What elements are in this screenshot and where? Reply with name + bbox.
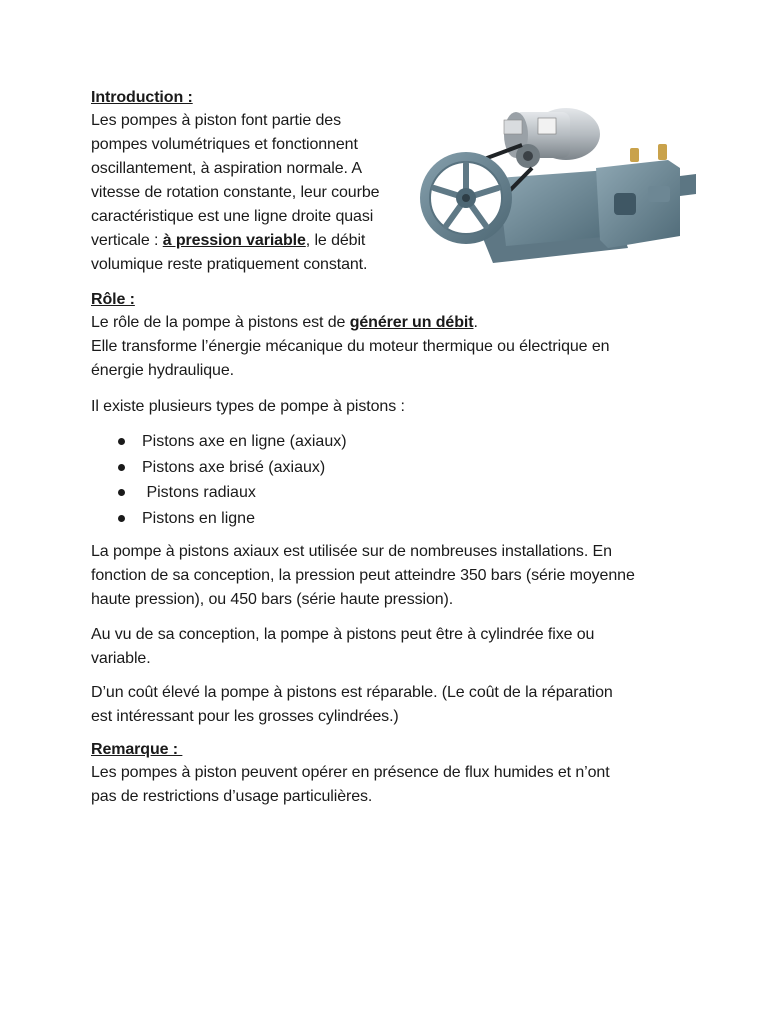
paragraph-line: fonction de sa conception, la pression peut atteindre 350 bars (série moyenne xyxy=(91,567,635,584)
generate-flow-emphasis: générer un débit xyxy=(349,314,474,331)
role-line: énergie hydraulique. xyxy=(91,362,234,379)
intro-line: caractéristique est une ligne droite quasi xyxy=(91,208,374,225)
piston-pump-image xyxy=(418,98,702,276)
conception-paragraph xyxy=(91,623,691,671)
intro-heading: Introduction : xyxy=(91,89,193,106)
intro-section xyxy=(91,87,421,277)
list-item: Pistons axe en ligne (axiaux) xyxy=(118,429,347,455)
paragraph-line: D’un coût élevé la pompe à pistons est réparable. (Le coût de la réparation xyxy=(91,684,613,701)
role-line: Elle transforme l’énergie mécanique du moteur thermique ou électrique en xyxy=(91,338,610,355)
list-item: Pistons axe brisé (axiaux) xyxy=(118,455,347,481)
list-item: Pistons en ligne xyxy=(118,506,347,532)
remark-line: pas de restrictions d’usage particulières. xyxy=(91,788,373,805)
role-section xyxy=(91,289,691,383)
pump-types-list xyxy=(118,429,347,531)
intro-line-text: , le débit xyxy=(305,232,366,249)
intro-line: pompes volumétriques et fonctionnent xyxy=(91,136,358,153)
intro-line-text: verticale : xyxy=(91,232,163,249)
remark-section xyxy=(91,739,691,809)
paragraph-line: est intéressant pour les grosses cylindrées.) xyxy=(91,708,399,725)
role-line xyxy=(91,311,691,335)
intro-line xyxy=(91,229,421,253)
intro-line: volumique reste pratiquement constant. xyxy=(91,256,368,273)
remark-heading: Remarque : xyxy=(91,741,183,758)
paragraph-line: variable. xyxy=(91,650,151,667)
paragraph-line: La pompe à pistons axiaux est utilisée sur de nombreuses installations. En xyxy=(91,543,612,560)
role-line-text: . xyxy=(473,314,478,331)
intro-line: Les pompes à piston font partie des xyxy=(91,112,341,129)
types-intro: Il existe plusieurs types de pompe à pistons : xyxy=(91,398,405,415)
role-line-text: Le rôle de la pompe à pistons est de xyxy=(91,314,350,331)
remark-line: Les pompes à piston peuvent opérer en présence de flux humides et n’ont xyxy=(91,764,610,781)
paragraph-line: haute pression), ou 450 bars (série haute pression). xyxy=(91,591,454,608)
cost-paragraph xyxy=(91,681,691,729)
pressure-variable-emphasis: à pression variable xyxy=(162,232,306,249)
axial-pump-paragraph xyxy=(91,540,691,612)
intro-line: oscillantement, à aspiration normale. A xyxy=(91,160,362,177)
paragraph-line: Au vu de sa conception, la pompe à pistons peut être à cylindrée fixe ou xyxy=(91,626,595,643)
intro-line: vitesse de rotation constante, leur courbe xyxy=(91,184,380,201)
role-heading: Rôle : xyxy=(91,291,135,308)
list-item: Pistons radiaux xyxy=(118,480,347,506)
